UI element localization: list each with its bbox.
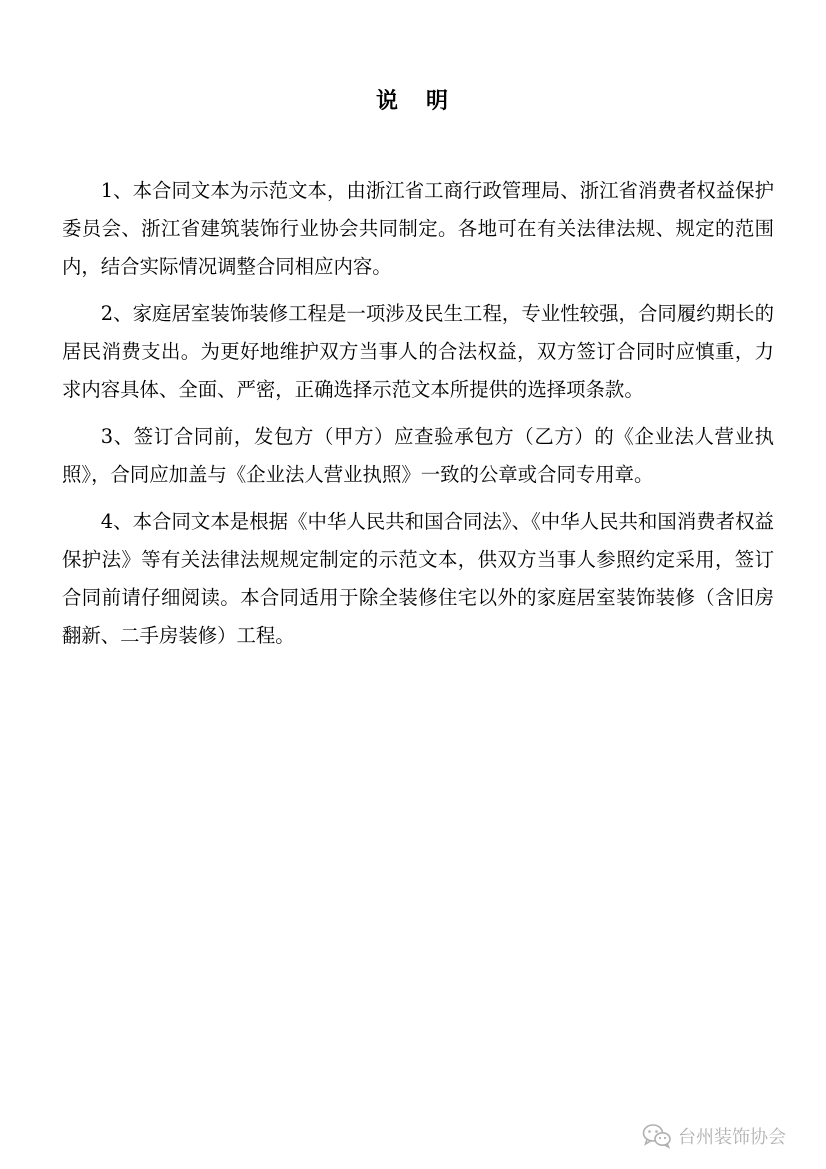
paragraph-2: 2、家庭居室装饰装修工程是一项涉及民生工程，专业性较强，合同履约期长的居民消费支出。为更好地维护双方当事人的合法权益，双方签订合同时应慎重，力求内容具体、全面、严密，正确选择示范文本所提供的选择项条款。 bbox=[62, 302, 774, 401]
page-title bbox=[0, 84, 826, 115]
wechat-icon bbox=[642, 1123, 672, 1149]
paragraph-4: 4、本合同文本是根据《中华人民共和国合同法》、《中华人民共和国消费者权益保护法》等有关法律法规规定制定的示范文本，供双方当事人参照约定采用，签订合同前请仔细阅读。本合同适用于除全装修住宅以外的家庭居室装饰装修（含旧房翻新、二手房装修）工程。 bbox=[62, 510, 774, 647]
title-char-1: 说 bbox=[375, 89, 400, 114]
paragraph-1: 1、本合同文本为示范文本，由浙江省工商行政管理局、浙江省消费者权益保护委员会、浙江省建筑装饰行业协会共同制定。各地可在有关法律法规、规定的范围内，结合实际情况调整合同相应内容。 bbox=[62, 179, 774, 278]
title-char-2: 明 bbox=[426, 89, 451, 114]
document-body bbox=[62, 172, 774, 664]
watermark bbox=[642, 1116, 786, 1156]
paragraph-3: 3、签订合同前，发包方（甲方）应查验承包方（乙方）的《企业法人营业执照》，合同应加盖与《企业法人营业执照》一致的公章或合同专用章。 bbox=[62, 425, 774, 486]
watermark-text: 台州装饰协会 bbox=[678, 1127, 786, 1148]
